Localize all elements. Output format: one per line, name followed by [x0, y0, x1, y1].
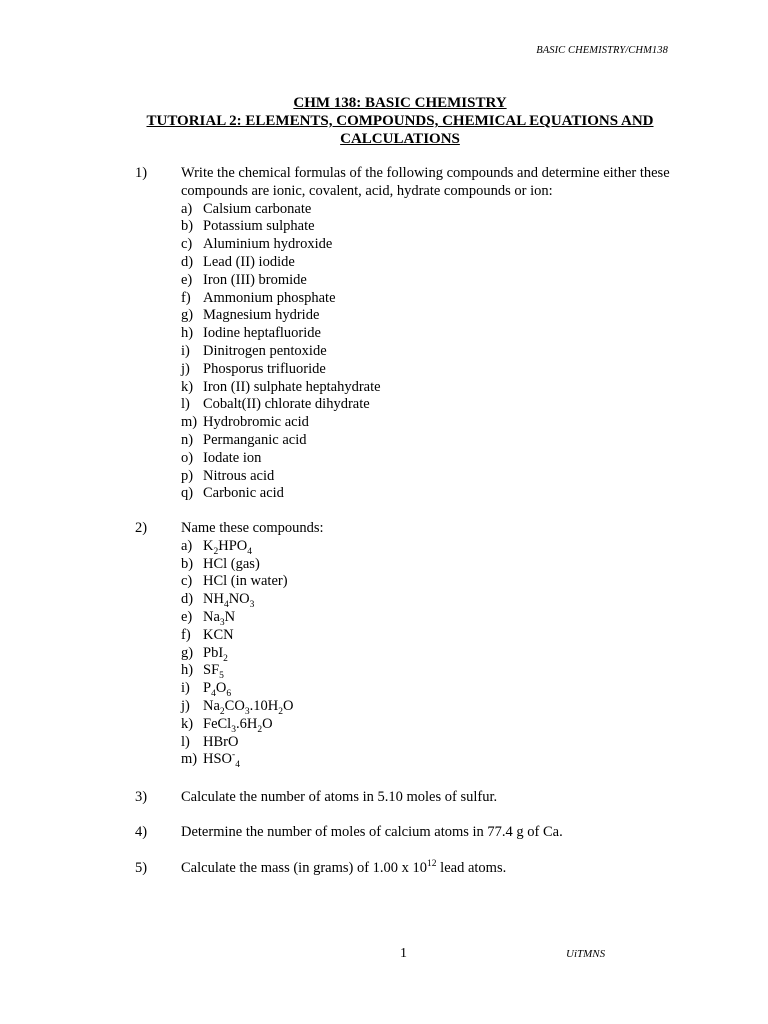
question-2 — [135, 520, 675, 769]
list-item: j) $Na_2CO_3.10H_2O$ — [181, 697, 294, 717]
list-item: n) Permanganic acid — [181, 431, 307, 448]
chemical-formula: $HSO^-_4$ — [203, 750, 240, 771]
list-item: f) KCN — [181, 626, 234, 643]
question-1 — [135, 165, 675, 503]
list-item: a) $K_2HPO_4$ — [181, 537, 252, 557]
chemical-formula: $SF_5$ — [203, 662, 224, 682]
list-item: d) $NH_4NO_3$ — [181, 591, 255, 611]
list-item: m) Hydrobromic acid — [181, 414, 309, 431]
question-number: 2) — [135, 520, 148, 536]
chemical-formula: KCN — [203, 626, 234, 643]
list-item: g) PbI$_2$ — [181, 644, 228, 664]
question-text: Name these compounds: — [181, 520, 324, 536]
chemical-formula: $NH_4NO_3$ — [203, 591, 255, 611]
chemical-formula: $FeCl_3.6H_2O$ — [203, 715, 273, 735]
list-item: a) Calsium carbonate — [181, 200, 312, 217]
list-item: c) HCl (in water) — [181, 573, 288, 590]
list-item: q) Carbonic acid — [181, 485, 284, 502]
list-item: j) Phosporus trifluoride — [181, 360, 326, 377]
list-item: k) $FeCl_3.6H_2O$ — [181, 715, 273, 735]
chemical-formula: PbI$_2$ — [203, 644, 228, 664]
list-item: l) HBrO — [181, 733, 239, 750]
question-number: 1) — [135, 165, 148, 181]
title-line-2: TUTORIAL 2: ELEMENTS, COMPOUNDS, CHEMICAL EQUATIONS AND — [146, 113, 654, 129]
list-item: p) Nitrous acid — [181, 467, 275, 484]
question-3 — [135, 789, 675, 807]
running-header: BASIC CHEMISTRY/CHM138 — [536, 45, 668, 56]
question-number: 3) — [135, 789, 148, 805]
list-item: g) Magnesium hydride — [181, 307, 320, 324]
title-line-1: CHM 138: BASIC CHEMISTRY — [293, 95, 507, 111]
chemical-formula: $Na_2CO_3.10H_2O$ — [203, 697, 294, 717]
chemical-formula: $K_2HPO_4$ — [203, 537, 252, 557]
chemical-formula: HCl (gas) — [203, 555, 260, 572]
title-line-3: CALCULATIONS — [340, 131, 460, 147]
list-item: h) Iodine heptafluoride — [181, 325, 321, 342]
list-item: f) Ammonium phosphate — [181, 289, 336, 306]
list-item: i) $P_4O_6$ — [181, 680, 232, 700]
list-item: b) HCl (gas) — [181, 555, 260, 572]
list-item: m) $HSO^-_4$ — [181, 750, 240, 771]
list-item: i) Dinitrogen pentoxide — [181, 342, 327, 359]
question-2-items — [181, 538, 675, 769]
list-item: e) Iron (III) bromide — [181, 271, 307, 288]
question-text: Determine the number of moles of calcium atoms in 77.4 g of Ca. — [181, 824, 563, 840]
list-item: c) Aluminium hydroxide — [181, 236, 333, 253]
question-number: 5) — [135, 860, 148, 876]
question-text: Write the chemical formulas of the following compounds and determine either these compounds are ionic, covalent, acid, hydrate compounds or ion: — [181, 165, 670, 199]
chemical-formula: $Na_3N$ — [203, 608, 236, 628]
question-1-items — [181, 201, 675, 504]
chemical-formula: $P_4O_6$ — [203, 680, 232, 700]
footer-institution: UiTMNS — [566, 948, 606, 960]
question-4 — [135, 824, 675, 842]
list-item: o) Iodate ion — [181, 449, 262, 466]
chemical-formula: HBrO — [203, 733, 239, 750]
document-title — [130, 94, 670, 148]
list-item: l) Cobalt(II) chlorate dihydrate — [181, 396, 370, 413]
list-item: h) $SF_5$ — [181, 662, 224, 682]
question-number: 4) — [135, 824, 148, 840]
question-5 — [135, 860, 675, 878]
list-item: e) $Na_3N$ — [181, 608, 236, 628]
list-item: d) Lead (II) iodide — [181, 253, 295, 270]
list-item: b) Potassium sulphate — [181, 218, 315, 235]
list-item: k) Iron (II) sulphate heptahydrate — [181, 378, 381, 395]
question-text: Calculate the mass (in grams) of 1.00 x $10^{12}$ lead atoms. — [181, 859, 507, 876]
question-text: Calculate the number of atoms in 5.10 moles of sulfur. — [181, 789, 498, 805]
page-number: 1 — [400, 946, 407, 961]
chemical-formula: HCl (in water) — [203, 573, 288, 590]
